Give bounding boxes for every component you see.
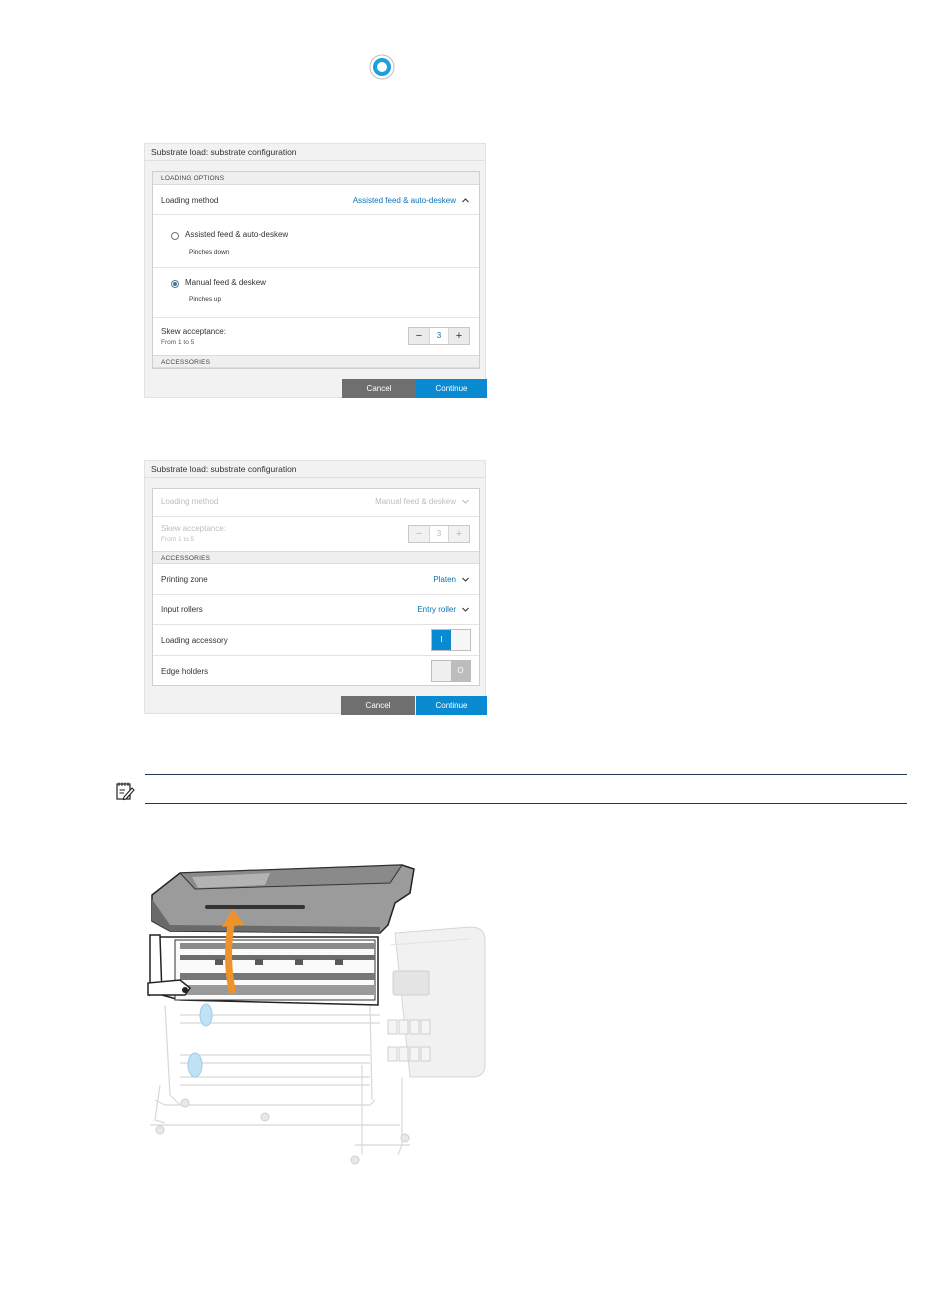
loading-method-row[interactable] — [153, 185, 479, 215]
substrate-config-dialog-2 — [144, 460, 486, 714]
skew-stepper[interactable] — [408, 327, 470, 345]
substrate-config-dialog-1 — [144, 143, 486, 398]
skew-range: From 1 to 5 — [161, 536, 195, 543]
chevron-down-icon — [461, 497, 470, 506]
printer-open-window-illustration — [140, 855, 490, 1170]
input-rollers-label: Input rollers — [161, 605, 203, 614]
note-bottom-rule — [145, 803, 907, 804]
toggle-off-side[interactable] — [451, 630, 470, 650]
toggle-on-side[interactable] — [432, 661, 451, 681]
options-panel — [152, 171, 480, 369]
loading-method-value[interactable]: Assisted feed & auto-deskew — [352, 196, 456, 205]
option-assisted-sub: Pinches down — [189, 249, 230, 256]
skew-acceptance-row — [153, 318, 479, 355]
cancel-button[interactable]: Cancel — [342, 379, 416, 398]
note-top-rule — [145, 774, 907, 775]
dialog-buttons — [145, 379, 485, 398]
loading-accessory-toggle[interactable] — [431, 629, 471, 651]
loading-method-value: Manual feed & deskew — [375, 497, 456, 506]
loading-method-label: Loading method — [161, 196, 219, 205]
chevron-down-icon[interactable] — [461, 575, 470, 584]
radio-manual-feed[interactable] — [171, 280, 179, 288]
section-accessories: ACCESSORIES — [153, 355, 479, 368]
edge-holders-row — [153, 656, 479, 687]
option-manual-sub: Pinches up — [189, 296, 222, 303]
option-assisted-feed[interactable] — [153, 215, 479, 268]
toggle-off-knob[interactable]: O — [451, 661, 470, 681]
input-rollers-value[interactable]: Entry roller — [417, 605, 456, 614]
accessories-panel — [152, 488, 480, 686]
skew-range: From 1 to 5 — [161, 339, 195, 346]
skew-stepper — [408, 525, 470, 543]
dialog-buttons — [145, 696, 485, 715]
increment-button: + — [449, 526, 469, 542]
loading-accessory-row — [153, 625, 479, 656]
skew-value: 3 — [429, 526, 449, 542]
skew-label: Skew acceptance: — [161, 524, 226, 533]
increment-button[interactable]: + — [449, 328, 469, 344]
circle-button-icon — [369, 54, 395, 80]
dialog-title: Substrate load: substrate configuration — [145, 144, 485, 161]
option-manual-label: Manual feed & deskew — [185, 278, 266, 287]
section-accessories: ACCESSORIES — [153, 551, 479, 564]
edge-holders-toggle[interactable] — [431, 660, 471, 682]
continue-button[interactable]: Continue — [416, 379, 487, 398]
continue-button[interactable]: Continue — [416, 696, 487, 715]
toggle-on-knob[interactable]: I — [432, 630, 451, 650]
decrement-button: − — [409, 526, 429, 542]
loading-accessory-label: Loading accessory — [161, 636, 228, 645]
loading-method-row — [153, 489, 479, 517]
skew-label: Skew acceptance: — [161, 327, 226, 336]
chevron-up-icon[interactable] — [461, 196, 470, 205]
skew-value[interactable]: 3 — [429, 328, 449, 344]
option-manual-feed[interactable] — [153, 268, 479, 318]
radio-assisted-feed[interactable] — [171, 232, 179, 240]
loading-method-label: Loading method — [161, 497, 219, 506]
cancel-button[interactable]: Cancel — [341, 696, 415, 715]
printing-zone-label: Printing zone — [161, 575, 208, 584]
section-loading-options: LOADING OPTIONS — [153, 172, 479, 185]
decrement-button[interactable]: − — [409, 328, 429, 344]
chevron-down-icon[interactable] — [461, 605, 470, 614]
option-assisted-label: Assisted feed & auto-deskew — [185, 230, 289, 239]
note-icon — [115, 781, 135, 801]
input-rollers-row[interactable] — [153, 595, 479, 625]
dialog-title: Substrate load: substrate configuration — [145, 461, 485, 478]
printing-zone-value[interactable]: Platen — [433, 575, 456, 584]
skew-acceptance-row — [153, 517, 479, 551]
printing-zone-row[interactable] — [153, 564, 479, 595]
edge-holders-label: Edge holders — [161, 667, 209, 676]
